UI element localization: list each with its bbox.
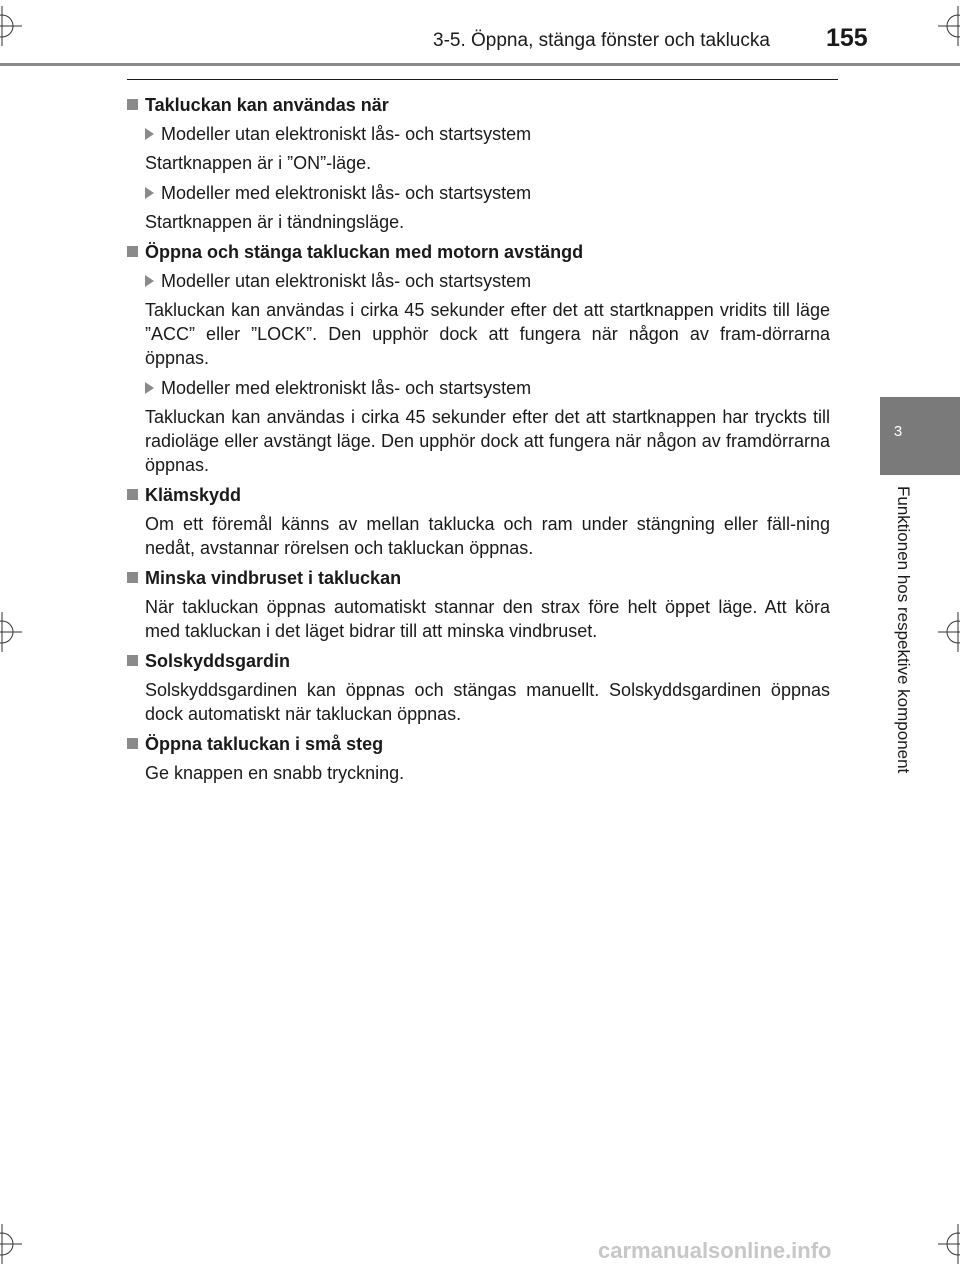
square-bullet-icon bbox=[127, 489, 138, 500]
crop-mark-top-left-icon bbox=[0, 6, 22, 46]
section-heading bbox=[127, 649, 830, 673]
chapter-tab bbox=[880, 397, 960, 475]
paragraph: Takluckan kan användas i cirka 45 sekunder efter det att startknappen vridits till läge ”ACC” eller ”LOCK”. Den upphör dock att fungera när någon av fram-dörrarna öppnas. bbox=[145, 300, 830, 368]
sub-heading bbox=[127, 122, 830, 146]
section bbox=[127, 240, 830, 477]
header-title: 3-5. Öppna, stänga fönster och taklucka bbox=[433, 30, 770, 51]
section-heading-text: Klämskydd bbox=[145, 485, 242, 505]
triangle-bullet-icon bbox=[145, 382, 154, 394]
content-rule bbox=[127, 79, 838, 80]
sub-heading-text: Modeller utan elektroniskt lås- och startsystem bbox=[161, 124, 532, 144]
crop-mark-bottom-right-icon bbox=[938, 1224, 960, 1264]
section-heading bbox=[127, 483, 830, 507]
triangle-bullet-icon bbox=[145, 275, 154, 287]
paragraph: Takluckan kan användas i cirka 45 sekunder efter det att startknappen har tryckts till radioläge eller avstängt läge. Den upphör dock att fungera när någon av framdörrarna öppnas. bbox=[145, 407, 830, 475]
sub-heading bbox=[127, 269, 830, 293]
section-heading-text: Takluckan kan användas när bbox=[145, 95, 389, 115]
triangle-bullet-icon bbox=[145, 128, 154, 140]
section-heading-text: Öppna och stänga takluckan med motorn avstängd bbox=[145, 242, 584, 262]
crop-mark-bottom-left-icon bbox=[0, 1224, 22, 1264]
sub-heading bbox=[127, 376, 830, 400]
section-heading bbox=[127, 240, 830, 264]
page-number: 155 bbox=[826, 24, 868, 52]
sub-heading-text: Modeller utan elektroniskt lås- och startsystem bbox=[161, 271, 532, 291]
section-heading bbox=[127, 566, 830, 590]
header-rule bbox=[0, 63, 960, 66]
crop-mark-mid-left-icon bbox=[0, 612, 22, 652]
sub-heading-text: Modeller med elektroniskt lås- och startsystem bbox=[161, 378, 532, 398]
square-bullet-icon bbox=[127, 738, 138, 749]
section bbox=[127, 566, 830, 643]
paragraph: Om ett föremål känns av mellan taklucka och ram under stängning eller fäll-ning nedåt, avstannar rörelsen och takluckan öppnas. bbox=[145, 514, 830, 558]
paragraph: Ge knappen en snabb tryckning. bbox=[145, 763, 405, 783]
paragraph: Startknappen är i ”ON”-läge. bbox=[145, 153, 372, 173]
section bbox=[127, 732, 830, 785]
paragraph: Solskyddsgardinen kan öppnas och stängas manuellt. Solskyddsgardinen öppnas dock automatiskt när takluckan öppnas. bbox=[145, 680, 830, 724]
section bbox=[127, 483, 830, 560]
sub-heading-text: Modeller med elektroniskt lås- och startsystem bbox=[161, 183, 532, 203]
square-bullet-icon bbox=[127, 655, 138, 666]
section bbox=[127, 649, 830, 726]
section-heading-text: Öppna takluckan i små steg bbox=[145, 734, 384, 754]
section bbox=[127, 93, 830, 234]
square-bullet-icon bbox=[127, 246, 138, 257]
paragraph: Startknappen är i tändningsläge. bbox=[145, 212, 405, 232]
sub-heading bbox=[127, 181, 830, 205]
triangle-bullet-icon bbox=[145, 187, 154, 199]
chapter-side-label: Funktionen hos respektive komponent bbox=[894, 486, 913, 774]
square-bullet-icon bbox=[127, 572, 138, 583]
section-heading-text: Minska vindbruset i takluckan bbox=[145, 568, 402, 588]
section-heading bbox=[127, 93, 830, 117]
crop-mark-top-right-icon bbox=[938, 6, 960, 46]
section-heading bbox=[127, 732, 830, 756]
main-content bbox=[127, 89, 830, 791]
watermark: carmanualsonline.info bbox=[598, 1238, 832, 1263]
section-heading-text: Solskyddsgardin bbox=[145, 651, 291, 671]
paragraph: När takluckan öppnas automatiskt stannar den strax före helt öppet läge. Att köra med takluckan i det läget bidrar till att minska vindbruset. bbox=[145, 597, 830, 641]
crop-mark-mid-right-icon bbox=[938, 612, 960, 652]
square-bullet-icon bbox=[127, 99, 138, 110]
chapter-tab-number: 3 bbox=[893, 423, 903, 440]
